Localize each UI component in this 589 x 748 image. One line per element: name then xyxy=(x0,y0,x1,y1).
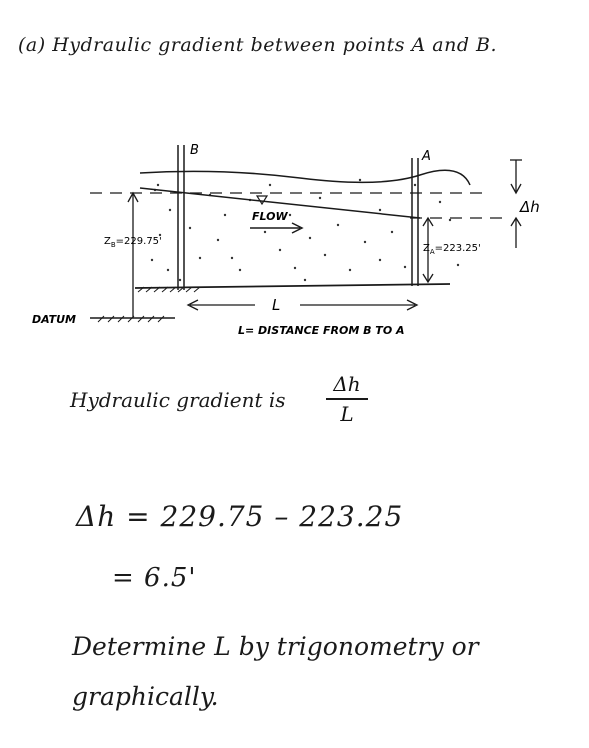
equation-line-1: Δh = 229.75 – 223.25 xyxy=(76,500,404,533)
label-zb-letter: Z xyxy=(104,236,111,247)
label-datum: DATUM xyxy=(32,313,76,326)
conclusion-line-1: Determine L by trigonometry or xyxy=(72,632,479,661)
fraction-numerator: Δh xyxy=(333,372,361,396)
fraction-bar xyxy=(326,398,368,400)
label-flow: FLOW xyxy=(252,210,288,223)
ground-surface xyxy=(140,170,470,185)
label-l: L xyxy=(272,296,281,314)
label-za-letter: Z xyxy=(423,243,430,254)
equation-line-2: = 6.5' xyxy=(112,563,197,593)
label-b: B xyxy=(190,143,199,158)
aquifer-bottom xyxy=(135,284,450,288)
label-delta-h: Δh xyxy=(520,198,540,216)
gradient-fraction xyxy=(322,372,372,426)
label-za-value: =223.25' xyxy=(434,243,481,254)
label-za xyxy=(423,243,481,256)
label-zb-sub: B xyxy=(110,241,116,249)
problem-title: (a) Hydraulic gradient between points A and B. xyxy=(18,34,498,56)
fraction-denominator: L xyxy=(340,401,354,426)
aquifer-diagram xyxy=(20,140,560,345)
gradient-statement: Hydraulic gradient is xyxy=(70,388,286,412)
datum-hatch xyxy=(98,316,164,322)
label-a: A xyxy=(422,149,431,164)
label-zb-value: =229.75' xyxy=(115,236,162,247)
conclusion-line-2: graphically. xyxy=(72,682,219,711)
label-l-definition: L= DISTANCE FROM B TO A xyxy=(238,324,405,337)
label-za-sub: A xyxy=(429,248,435,256)
